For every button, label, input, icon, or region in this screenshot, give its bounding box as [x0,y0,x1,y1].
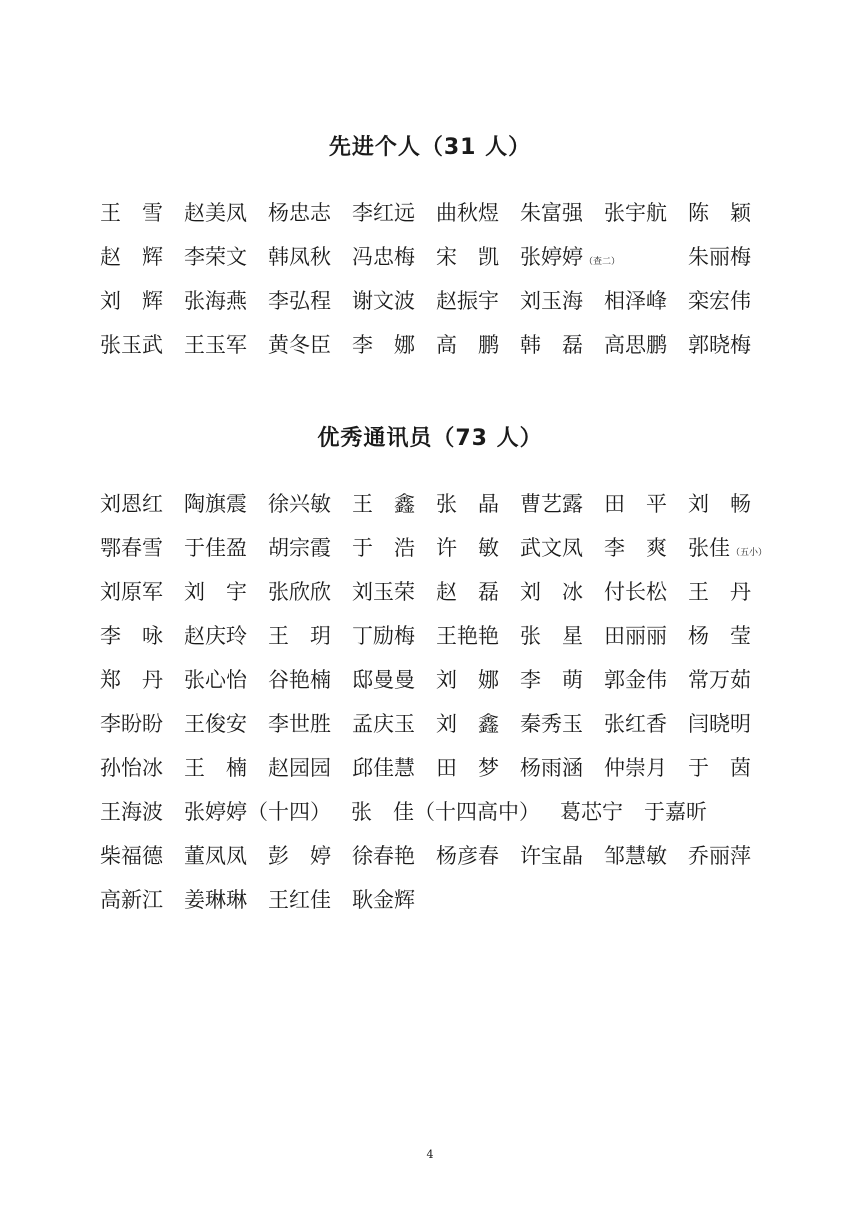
person-name-text: 张佳 [688,536,730,560]
person-name [184,285,268,315]
person-name [688,708,772,738]
person-name [436,708,520,738]
person-name-text: 刘恩红 [100,492,163,516]
page-number: 4 [426,1148,434,1161]
person-name [352,241,436,271]
person-name [644,796,728,826]
name-row [100,234,780,278]
person-name-text: 李盼盼 [100,712,163,736]
person-name-text: 张欣欣 [268,580,331,604]
person-name-text: 张 晶 [436,492,499,516]
person-name-text: 张心怡 [184,668,247,692]
person-name [436,329,520,359]
person-name [184,532,268,562]
person-name-text: 张 佳（十四高中） [351,800,540,824]
person-name [352,576,436,606]
person-name [184,796,331,826]
person-name [100,285,184,315]
person-name-text: 王 雪 [100,201,163,225]
person-name-text: 张红香 [604,712,667,736]
person-name [100,840,184,870]
person-name-text: 刘 娜 [436,668,499,692]
person-name-text: 徐春艳 [352,844,415,868]
person-name-text: 李世胜 [268,712,331,736]
person-name-text: 赵 磊 [436,580,499,604]
person-name [436,576,520,606]
person-name [604,576,688,606]
person-name [604,532,688,562]
name-row [100,322,780,366]
person-name [436,664,520,694]
name-row [100,877,780,921]
person-name [268,752,352,782]
person-name-text: 秦秀玉 [520,712,583,736]
person-name-text: 谢文波 [352,289,415,313]
person-name-text: 赵美凤 [184,201,247,225]
name-row [100,278,780,322]
person-name-text: 朱丽梅 [688,245,751,269]
person-name-text: 仲崇月 [604,756,667,780]
person-name [604,285,688,315]
person-name-text: 韩凤秋 [268,245,331,269]
person-name-text: 王 鑫 [352,492,415,516]
person-name [100,329,184,359]
person-name-text: 张婷婷 [520,245,583,269]
person-name-text: 赵 辉 [100,245,163,269]
person-name [184,752,268,782]
person-name-text: 宋 凯 [436,245,499,269]
person-name [268,241,352,271]
person-name [604,197,688,227]
person-name [268,197,352,227]
person-name-text: 武文凤 [520,536,583,560]
section-title-outstanding-correspondents: 优秀通讯员（73 人） [317,426,543,451]
person-name [520,197,604,227]
person-name [520,488,604,518]
person-name [100,664,184,694]
person-name-text: 李荣文 [184,245,247,269]
person-name-text: 曲秋煜 [436,201,499,225]
person-name-text: 许 敏 [436,536,499,560]
person-name [184,576,268,606]
name-row [100,190,780,234]
person-name-text: 田丽丽 [604,624,667,648]
person-name [688,329,772,359]
person-name-text: 李 娜 [352,333,415,357]
name-row [100,657,780,701]
person-name [184,840,268,870]
person-name [184,620,268,650]
person-name-text: 张海燕 [184,289,247,313]
person-name [352,488,436,518]
person-name [520,329,604,359]
person-name [688,620,772,650]
name-row [100,569,780,613]
person-name-text: 刘 辉 [100,289,163,313]
section-title-advanced-individuals: 先进个人（31 人） [328,135,532,160]
person-name [436,620,520,650]
person-name-note: （五小） [731,548,768,558]
person-name [688,488,772,518]
person-name [688,197,772,227]
person-name [688,532,772,562]
person-name [520,752,604,782]
person-name-text: 张 星 [520,624,583,648]
person-name-text: 曹艺露 [520,492,583,516]
person-name-text: 常万茹 [688,668,751,692]
person-name [560,796,644,826]
person-name [604,488,688,518]
person-name [604,664,688,694]
person-name [184,488,268,518]
person-name [604,840,688,870]
person-name [352,329,436,359]
person-name [688,576,772,606]
person-name [520,532,604,562]
person-name-text: 李 萌 [520,668,583,692]
person-name [436,752,520,782]
person-name [436,241,520,271]
person-name [604,708,688,738]
person-name-text: 王 楠 [184,756,247,780]
person-name [100,241,184,271]
person-name [688,664,772,694]
person-name [352,840,436,870]
person-name-text: 李弘程 [268,289,331,313]
person-name [520,708,604,738]
person-name-note: （查二） [584,257,621,267]
person-name-text: 杨彦春 [436,844,499,868]
person-name [352,708,436,738]
person-name-text: 朱富强 [520,201,583,225]
person-name [100,197,184,227]
person-name-text: 赵园园 [268,756,331,780]
person-name [604,620,688,650]
person-name-text: 孙怡冰 [100,756,163,780]
person-name [352,197,436,227]
person-name-text: 王艳艳 [436,624,499,648]
person-name [688,840,772,870]
person-name-text: 王俊安 [184,712,247,736]
person-name-text: 彭 婷 [268,844,331,868]
person-name-text: 刘 畅 [688,492,751,516]
person-name-text: 徐兴敏 [268,492,331,516]
person-name-text: 高新江 [100,888,163,912]
person-name [184,241,268,271]
person-name-text: 韩 磊 [520,333,583,357]
person-name-text: 刘玉海 [520,289,583,313]
person-name-text: 柴福德 [100,844,163,868]
name-row [100,745,780,789]
person-name-text: 闫晓明 [688,712,751,736]
person-name [268,708,352,738]
person-name-text: 许宝晶 [520,844,583,868]
person-name-text: 王海波 [100,800,163,824]
person-name [100,752,184,782]
person-name [268,664,352,694]
person-name [520,620,604,650]
person-name-text: 姜琳琳 [184,888,247,912]
person-name [100,796,184,826]
person-name [268,329,352,359]
person-name [184,329,268,359]
person-name-text: 刘原军 [100,580,163,604]
person-name-text: 葛芯宁 [560,800,623,824]
person-name [520,285,604,315]
person-name-text: 杨 莹 [688,624,751,648]
person-name [352,752,436,782]
person-name-text: 张婷婷（十四） [184,800,331,824]
person-name-text: 邱佳慧 [352,756,415,780]
person-name-text: 邸曼曼 [352,668,415,692]
person-name-text: 于佳盈 [184,536,247,560]
person-name-text: 董凤凤 [184,844,247,868]
person-name-text: 陶旗震 [184,492,247,516]
person-name-text: 耿金辉 [352,888,415,912]
person-name [436,532,520,562]
person-name [688,752,772,782]
person-name [268,285,352,315]
person-name-text: 李 咏 [100,624,163,648]
person-name [436,197,520,227]
person-name [352,285,436,315]
person-name [436,840,520,870]
person-name [184,197,268,227]
person-name-text: 于 浩 [352,536,415,560]
person-name [604,329,688,359]
person-name-text: 孟庆玉 [352,712,415,736]
person-name-text: 李红远 [352,201,415,225]
person-name-text: 陈 颖 [688,201,751,225]
person-name-text: 郭金伟 [604,668,667,692]
person-name-text: 丁励梅 [352,624,415,648]
person-name-text: 赵庆玲 [184,624,247,648]
person-name-text: 于 茵 [688,756,751,780]
person-name-text: 黄冬臣 [268,333,331,357]
advanced-individuals-list [100,190,780,366]
person-name-text: 乔丽萍 [688,844,751,868]
person-name-text: 郭晓梅 [688,333,751,357]
person-name-text: 郑 丹 [100,668,163,692]
person-name-text: 栾宏伟 [688,289,751,313]
person-name [352,532,436,562]
person-name [268,840,352,870]
person-name-text: 田 平 [604,492,667,516]
person-name-text: 邹慧敏 [604,844,667,868]
person-name [352,620,436,650]
person-name-text: 刘 宇 [184,580,247,604]
person-name-text: 鄂春雪 [100,536,163,560]
person-name [520,664,604,694]
person-name [268,620,352,650]
name-row [100,481,780,525]
person-name-text: 相泽峰 [604,289,667,313]
person-name [520,576,604,606]
person-name [268,488,352,518]
name-row [100,701,780,745]
person-name-text: 高思鹏 [604,333,667,357]
person-name [100,488,184,518]
outstanding-correspondents-list [100,481,780,921]
person-name [688,285,772,315]
person-name [184,664,268,694]
person-name-text: 杨雨涵 [520,756,583,780]
person-name-text: 张玉武 [100,333,163,357]
person-name [688,241,772,271]
person-name [100,884,184,914]
person-name-text: 胡宗霞 [268,536,331,560]
person-name [351,796,540,826]
person-name-text: 田 梦 [436,756,499,780]
person-name-text: 王玉军 [184,333,247,357]
person-name [100,532,184,562]
person-name-text: 谷艳楠 [268,668,331,692]
person-name-text: 刘 鑫 [436,712,499,736]
person-name [100,708,184,738]
person-name-text: 刘 冰 [520,580,583,604]
person-name [268,576,352,606]
person-name-text: 王 丹 [688,580,751,604]
person-name-text: 杨忠志 [268,201,331,225]
person-name-text: 于嘉昕 [644,800,707,824]
person-name-text: 高 鹏 [436,333,499,357]
person-name-text: 王红佳 [268,888,331,912]
person-name [436,285,520,315]
person-name-text: 王 玥 [268,624,331,648]
person-name [268,532,352,562]
person-name [268,884,352,914]
name-row [100,525,780,569]
name-row [100,613,780,657]
person-name-text: 赵振宇 [436,289,499,313]
person-name [604,752,688,782]
person-name-text: 李 爽 [604,536,667,560]
person-name [100,576,184,606]
person-name [184,884,268,914]
person-name [520,840,604,870]
person-name [100,620,184,650]
person-name-text: 冯忠梅 [352,245,415,269]
person-name [352,664,436,694]
person-name-text: 刘玉荣 [352,580,415,604]
person-name-text: 张宇航 [604,201,667,225]
person-name [520,241,621,271]
name-row [100,833,780,877]
person-name-text: 付长松 [604,580,667,604]
name-row [100,789,780,833]
person-name [352,884,436,914]
person-name [184,708,268,738]
person-name [436,488,520,518]
